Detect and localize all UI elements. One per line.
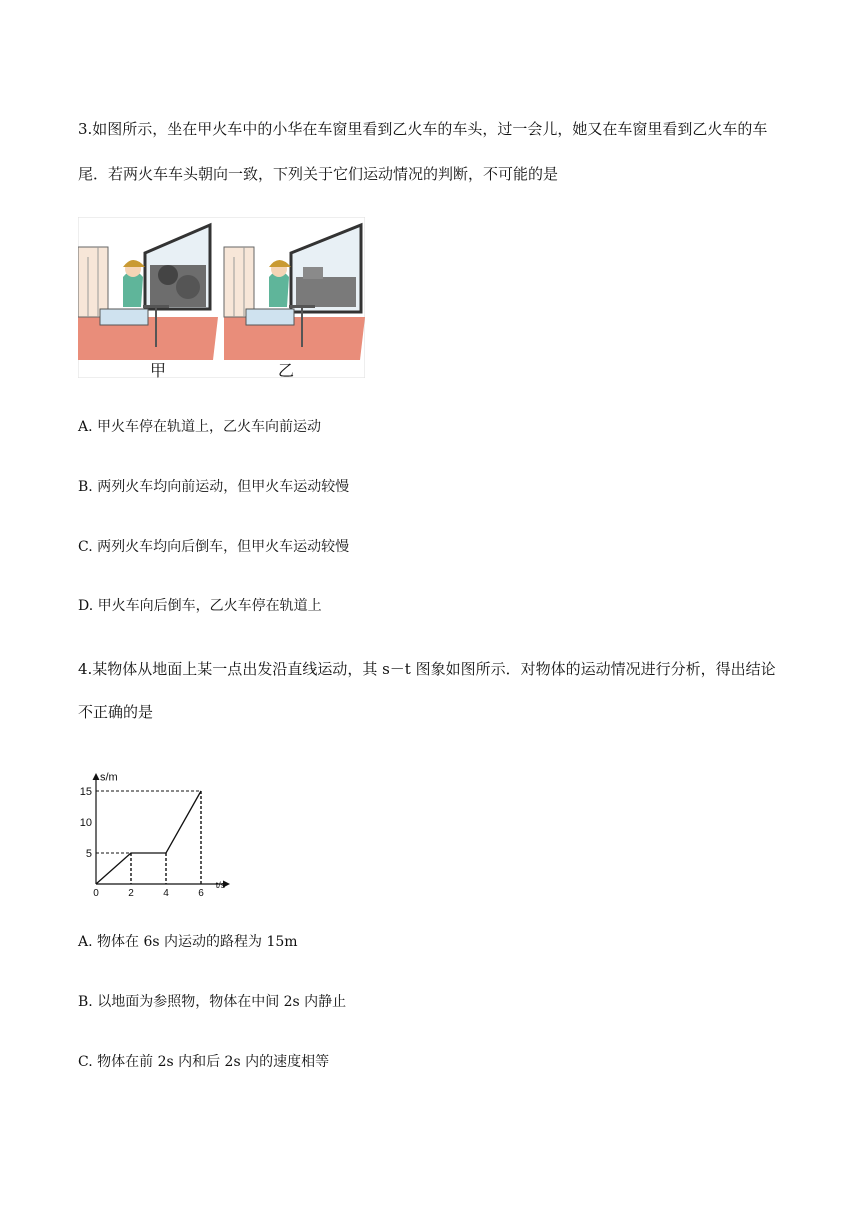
x-tick-label: 2 bbox=[128, 888, 134, 899]
st-graph bbox=[74, 750, 244, 900]
q4-stem-line2: 不正确的是 bbox=[78, 703, 154, 721]
x-tick-label: 0 bbox=[93, 888, 99, 899]
y-tick-label: 10 bbox=[79, 817, 92, 829]
x-tick-label: 4 bbox=[163, 888, 169, 899]
q3-option-c: C. 两列火车均向后倒车，但甲火车运动较慢 bbox=[78, 539, 350, 555]
q4-option-b: B. 以地面为参照物，物体在中间 2s 内静止 bbox=[78, 994, 347, 1010]
figure-label-yi: 乙 bbox=[278, 361, 295, 380]
q3-option-d: D. 甲火车向后倒车，乙火车停在轨道上 bbox=[78, 598, 322, 614]
series-line bbox=[96, 791, 201, 884]
train-window-figure bbox=[78, 217, 365, 378]
q3-option-b: B. 两列火车均向前运动，但甲火车运动较慢 bbox=[78, 479, 350, 495]
y-tick-label: 15 bbox=[79, 786, 92, 798]
q3-stem-line2: 尾．若两火车车头朝向一致，下列关于它们运动情况的判断，不可能的是 bbox=[78, 165, 559, 183]
x-axis-label: t/s bbox=[215, 880, 226, 890]
y-axis-label: s/m bbox=[100, 771, 118, 784]
x-tick-label: 6 bbox=[198, 888, 204, 899]
y-tick-label: 5 bbox=[85, 848, 92, 860]
q4-stem-line1: 4.某物体从地面上某一点出发沿直线运动，其 s－t 图象如图所示．对物体的运动情况进行分析，得出结论 bbox=[78, 660, 776, 678]
q3-option-a: A. 甲火车停在轨道上，乙火车向前运动 bbox=[78, 419, 322, 435]
q4-option-c: C. 物体在前 2s 内和后 2s 内的速度相等 bbox=[78, 1054, 330, 1070]
q3-stem-line1: 3.如图所示，坐在甲火车中的小华在车窗里看到乙火车的车头，过一会儿，她又在车窗里看到乙火车的车 bbox=[78, 120, 768, 138]
figure-label-jia: 甲 bbox=[150, 361, 167, 380]
q4-option-a: A. 物体在 6s 内运动的路程为 15m bbox=[78, 934, 298, 950]
